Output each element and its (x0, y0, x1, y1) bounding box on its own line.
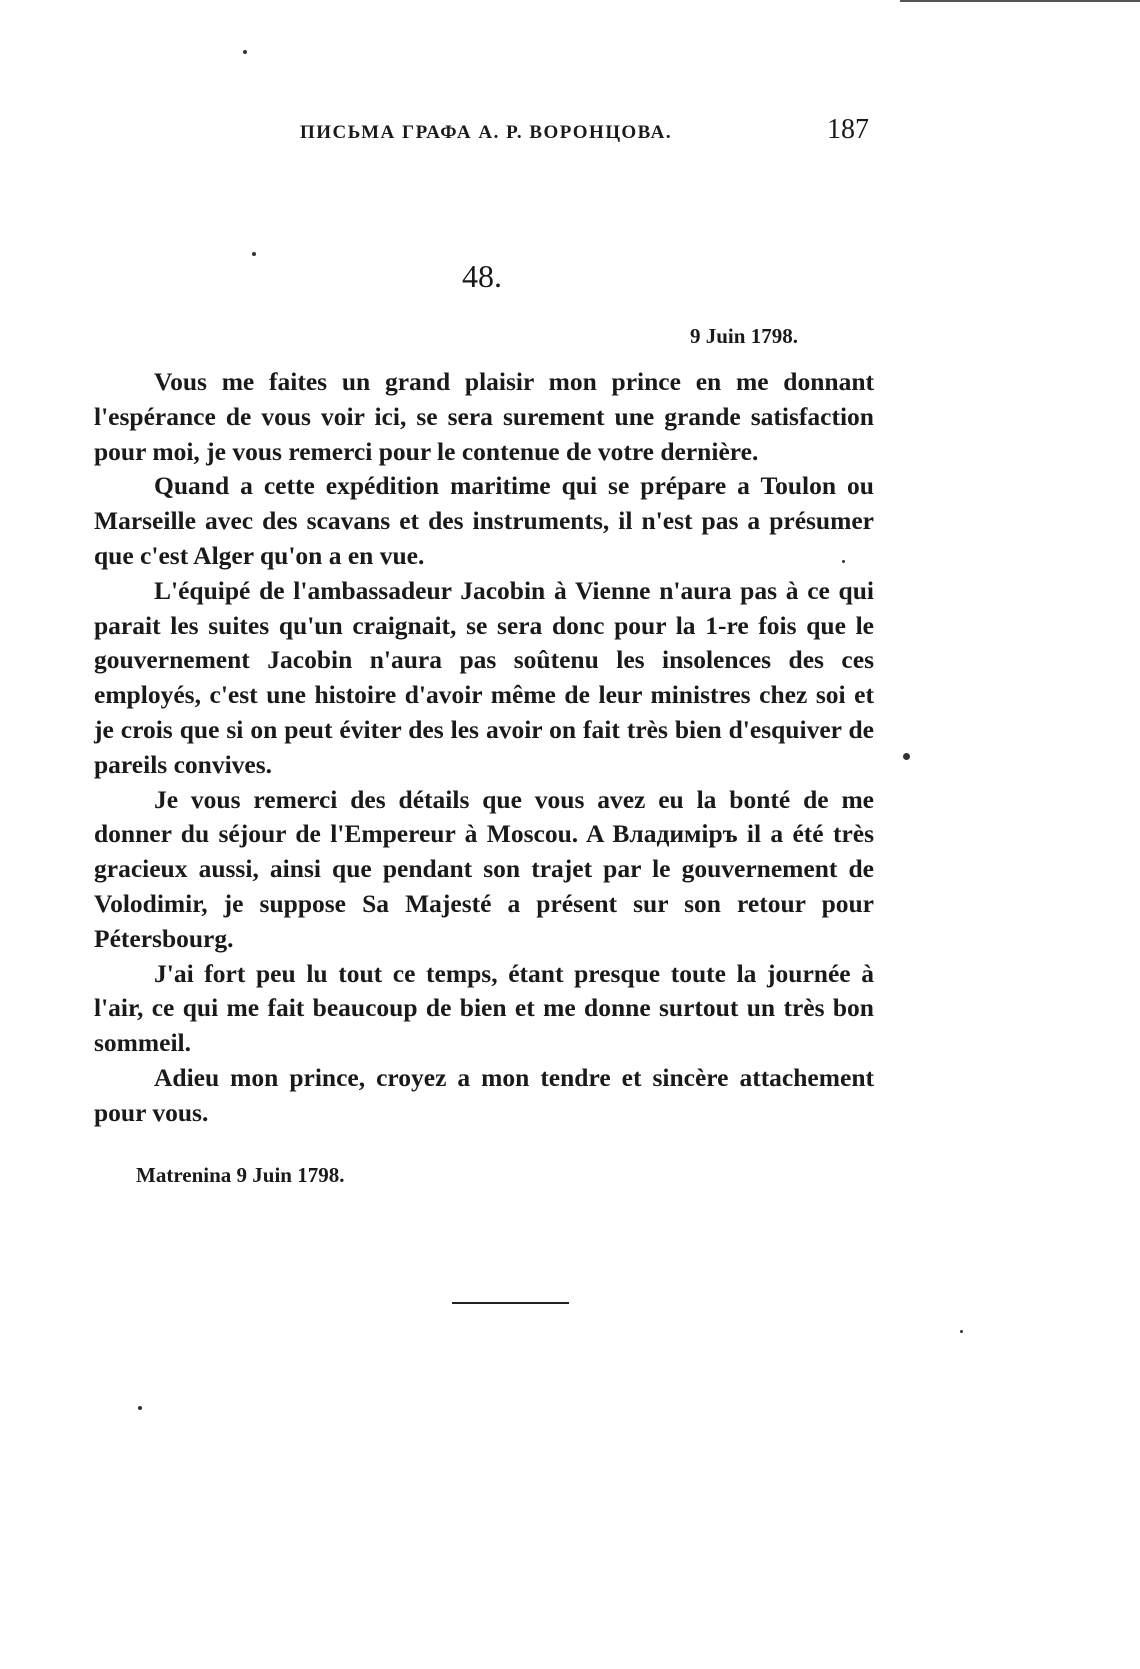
end-of-letter-rule (452, 1302, 569, 1304)
paragraph: Quand a cette expédition maritime qui se prépare a Toulon ou Marseille avec des scavans et des instruments, il n'est pas a présumer que c'est Alger qu'on a en vue. (94, 471, 874, 570)
letter-body (94, 365, 874, 1131)
scan-speck (252, 252, 256, 256)
sign-off-place-date: Matrenina 9 Juin 1798. (136, 1163, 345, 1187)
paragraph: Vous me faites un grand plaisir mon prince en me donnant l'espérance de vous voir ici, se sera surement une grande satisfaction pour moi, je vous remerci pour le contenue de votre dernière. (94, 367, 874, 466)
letter-number: 48. (462, 258, 502, 294)
scan-speck (903, 753, 910, 760)
paragraph: Adieu mon prince, croyez a mon tendre et sincère attachement pour vous. (94, 1062, 874, 1127)
page-number: 187 (827, 114, 869, 145)
running-title: ПИСЬМА ГРАФА А. Р. ВОРОНЦОВА. (300, 122, 673, 143)
scan-speck (960, 1330, 963, 1333)
paragraph: J'ai fort peu lu tout ce temps, étant presque toute la journée à l'air, ce qui me fait beaucoup de bien et me donne surtout un très bon sommeil. (94, 958, 874, 1058)
paragraph: L'équipé de l'ambassadeur Jacobin à Vienne n'aura pas à ce qui parait les suites qu'un craignait, se sera donc pour la 1-re fois que le gouvernement Jacobin n'aura pas soûtenu les insolences des ces employés, c'est une histoire d'avoir même de leur ministres chez soi et je crois que si on peut éviter des les avoir on fait très bien d'esquiver de pareils convives. (94, 575, 874, 779)
scan-speck (842, 560, 845, 563)
scan-speck (138, 1406, 142, 1410)
letter-date: 9 Juin 1798. (690, 324, 798, 348)
top-edge-rule (900, 0, 1140, 2)
paragraph: Je vous remerci des détails que vous avez eu la bonté de me donner du séjour de l'Empereur à Moscou. A Владиміръ il a été très gracieux aussi, ainsi que pendant son trajet par le gouvernement de Volodimir, je suppose Sa Majesté a présent sur son retour pour Pétersbourg. (94, 784, 874, 953)
scan-speck (243, 50, 247, 54)
